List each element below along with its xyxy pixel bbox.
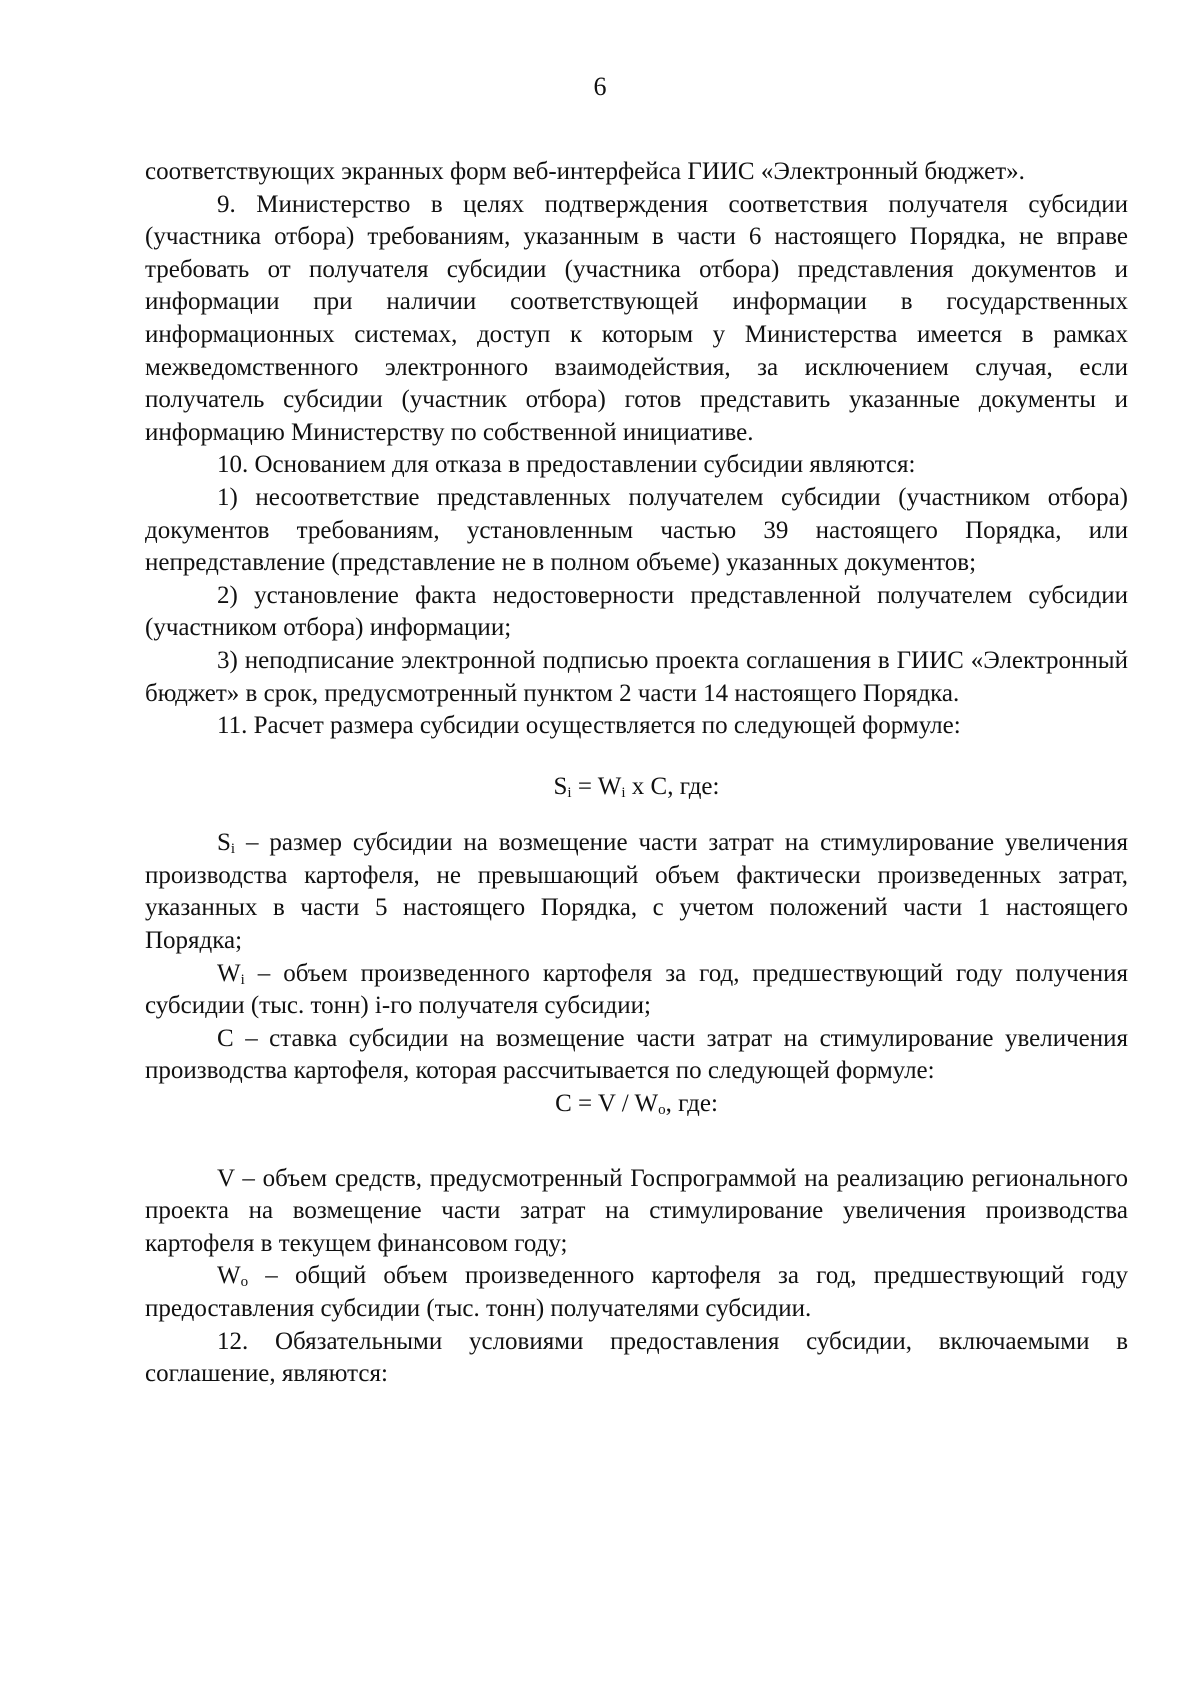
formula-s-symbol: S <box>553 772 568 800</box>
symbol-si: $S_i$ <box>217 829 236 858</box>
formula-s-subscript: i <box>567 784 572 801</box>
definition-si: $S_i$ – размер субсидии на возмещение части затрат на стимулирование увеличения производства картофеля, не превышающий объем фактически произведенных затрат, указанных в части 5 настоящего Порядка, с учетом положений части 1 настоящего Порядка; <box>145 829 1128 955</box>
paragraph-10: 10. Основанием для отказа в предоставлении субсидии являются: <box>217 451 916 479</box>
formula-equals: = <box>571 772 598 800</box>
formula-w-symbol: W <box>597 772 622 800</box>
formula-rest: x C, где: <box>625 772 720 800</box>
formula-w-subscript: i <box>621 784 626 801</box>
paragraph-11: 11. Расчет размера субсидии осуществляется по следующей формуле: <box>217 712 961 740</box>
definition-c: C – ставка субсидии на возмещение части затрат на стимулирование увеличения производства картофеля, которая рассчитывается по следующей формуле: <box>145 1024 1129 1085</box>
formula-subsidy-rate <box>145 1088 1128 1163</box>
formula2-w-subscript: o <box>658 1102 666 1119</box>
page-number: 6 <box>593 72 607 101</box>
formula2-c: C = V / <box>555 1090 635 1118</box>
symbol-wi: $W_i$ <box>217 959 245 988</box>
paragraph-10-item-3: 3) неподписание электронной подписью проекта соглашения в ГИИС «Электронный бюджет» в срок, предусмотренный пунктом 2 части 14 настоящего Порядка. <box>145 646 1128 707</box>
definition-wo: $W_o$ – общий объем произведенного картофеля за год, предшествующий году предоставления субсидии (тыс. тонн) получателями субсидии. <box>145 1262 1129 1322</box>
paragraph-10-item-1: 1) несоответствие представленных получателем субсидии (участником отбора) документов требованиям, установленным частью 39 настоящего Порядка, или непредставление (представление не в полном объеме) указанных документов; <box>145 483 1128 577</box>
symbol-v: V <box>217 1164 235 1192</box>
symbol-c: C <box>217 1024 234 1052</box>
paragraph-continuation: соответствующих экранных форм веб-интерфейса ГИИС «Электронный бюджет». <box>145 158 1025 185</box>
formula2-w-symbol: W <box>634 1090 659 1118</box>
definition-wi: $W_i$ – объем произведенного картофеля за год, предшествующий году получения субсидии (тыс. тонн) i-го получателя субсидии; <box>145 959 1129 1020</box>
paragraph-12: 12. Обязательными условиями предоставления субсидии, включаемыми в соглашение, являются: <box>145 1327 1128 1388</box>
symbol-wo: $W_o$ <box>217 1262 249 1291</box>
formula-subsidy-size <box>145 743 1128 828</box>
document-body <box>145 156 1128 1391</box>
paragraph-9: 9. Министерство в целях подтверждения соответствия получателя субсидии (участника отбора) требованиям, указанным в части 6 настоящего Порядка, не вправе требовать от получателя субсидии (участника отбора) представления документов и информации при наличии соответствующей информации в государственных информационных системах, доступ к которым у Министерства имеется в рамках межведомственного электронного взаимодействия, за исключением случая, если получатель субсидии (участник отбора) готов представить указанные документы и информацию Министерству по собственной инициативе. <box>145 190 1128 446</box>
paragraph-10-item-2: 2) установление факта недостоверности представленной получателем субсидии (участником отбора) информации; <box>145 581 1128 642</box>
formula2-rest: , где: <box>665 1090 718 1118</box>
definition-v: V – объем средств, предусмотренный Госпрограммой на реализацию регионального проекта на возмещение части затрат на стимулирование увеличения производства картофеля в текущем финансовом году; <box>145 1164 1128 1257</box>
